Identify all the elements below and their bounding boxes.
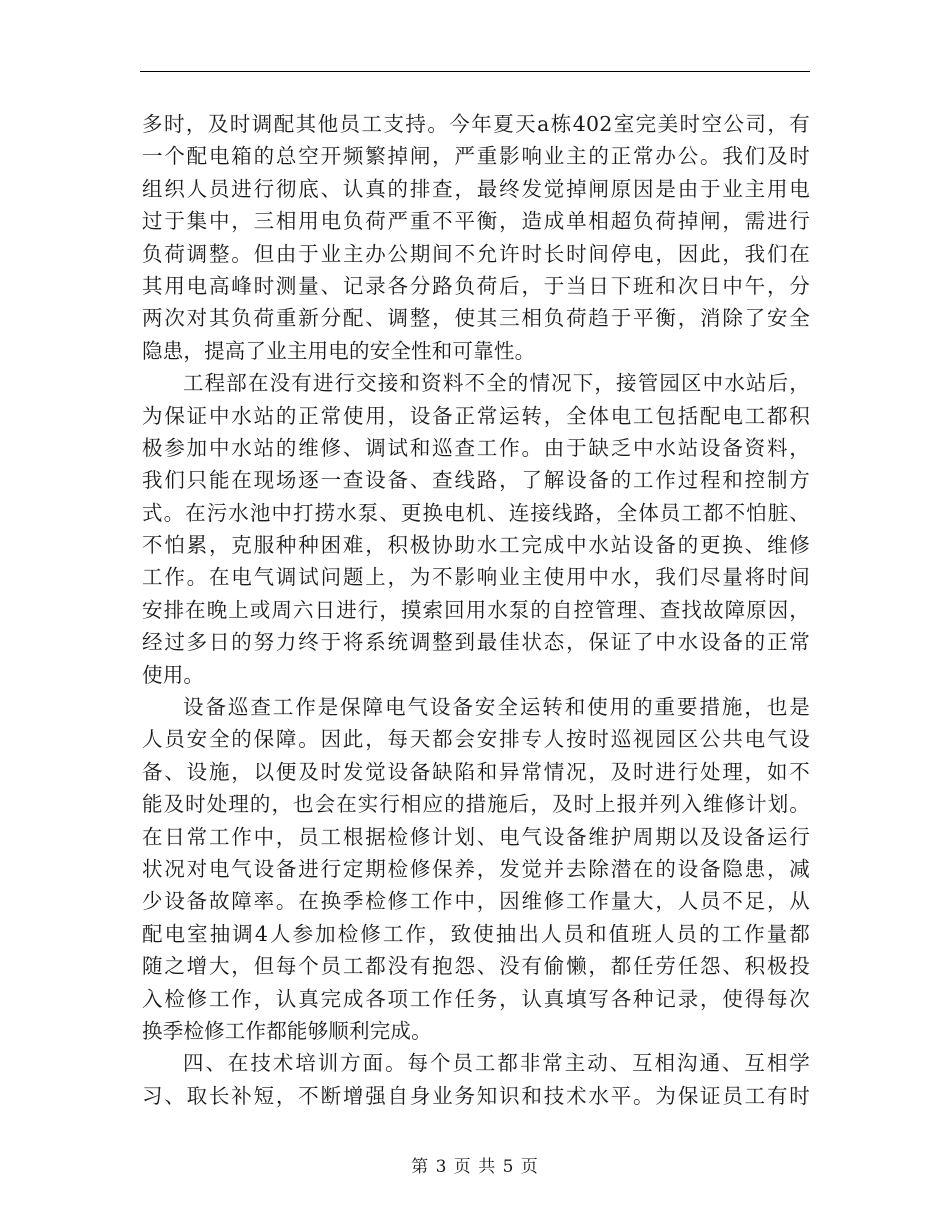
- text-line: 组织人员进行彻底、认真的排查，最终发觉掉闸原因是由于业主用电: [142, 176, 810, 201]
- text-line: 随之增大，但每个员工都没有抱怨、没有偷懒，都任劳任怨、积极投: [142, 954, 810, 979]
- text-line: 式。在污水池中打捞水泵、更换电机、连接线路，全体员工都不怕脏、: [142, 500, 810, 525]
- text-line: 极参加中水站的维修、调试和巡查工作。由于缺乏中水站设备资料，: [142, 435, 810, 460]
- text-line: 隐患，提高了业主用电的安全性和可靠性。: [142, 338, 536, 363]
- text-line: 不怕累，克服种种困难，积极协助水工完成中水站设备的更换、维修: [142, 533, 810, 558]
- text-line: 经过多日的努力终于将系统调整到最佳状态，保证了中水设备的正常: [142, 630, 810, 655]
- text-line: 设备巡查工作是保障电气设备安全运转和使用的重要措施，也是: [183, 695, 810, 720]
- text-line: 少设备故障率。在换季检修工作中，因维修工作量大，人员不足，从: [142, 889, 810, 914]
- text-line: 在日常工作中，员工根据检修计划、电气设备维护周期以及设备运行: [142, 824, 810, 849]
- text-line: 为保证中水站的正常使用，设备正常运转，全体电工包括配电工都积: [142, 403, 810, 428]
- text-line: 两次对其负荷重新分配、调整，使其三相负荷趋于平衡，消除了安全: [142, 306, 810, 331]
- text-line: 工程部在没有进行交接和资料不全的情况下，接管园区中水站后，: [183, 371, 810, 396]
- text-line: 使用。: [142, 662, 205, 687]
- text-line: 备、设施，以便及时发觉设备缺陷和异常情况，及时进行处理，如不: [142, 759, 810, 784]
- text-line: 其用电高峰时测量、记录各分路负荷后，于当日下班和次日中午，分: [142, 273, 810, 298]
- text-line: 配电室抽调4人参加检修工作，致使抽出人员和值班人员的工作量都: [142, 921, 810, 946]
- text-line: 负荷调整。但由于业主办公期间不允许时长时间停电，因此，我们在: [142, 241, 810, 266]
- text-line: 能及时处理的，也会在实行相应的措施后，及时上报并列入维修计划。: [142, 792, 810, 817]
- document-body: [142, 108, 810, 1112]
- text-line: 工作。在电气调试问题上，为不影响业主使用中水，我们尽量将时间: [142, 565, 810, 590]
- text-line: 过于集中，三相用电负荷严重不平衡，造成单相超负荷掉闸，需进行: [142, 209, 810, 234]
- paragraph: [142, 108, 810, 367]
- text-line: 多时，及时调配其他员工支持。今年夏天a栋402室完美时空公司，有: [142, 112, 810, 136]
- text-line: 换季检修工作都能够顺利完成。: [142, 1018, 432, 1043]
- text-line: 安排在晚上或周六日进行，摸索回用水泵的自控管理、查找故障原因，: [142, 597, 810, 622]
- text-line: 四、在技术培训方面。每个员工都非常主动、互相沟通、互相学: [183, 1051, 810, 1076]
- paragraph: [142, 367, 810, 691]
- text-line: 人员安全的保障。因此，每天都会安排专人按时巡视园区公共电气设: [142, 727, 810, 752]
- paragraph: [142, 691, 810, 1047]
- text-line: 状况对电气设备进行定期检修保养，发觉并去除潜在的设备隐患，减: [142, 856, 810, 881]
- header-rule: [140, 71, 810, 72]
- text-line: 一个配电箱的总空开频繁掉闸，严重影响业主的正常办公。我们及时: [142, 144, 810, 169]
- text-line: 习、取长补短，不断增强自身业务知识和技术水平。为保证员工有时: [142, 1083, 810, 1108]
- page-footer: [0, 1152, 950, 1177]
- text-line: 我们只能在现场逐一查设备、查线路，了解设备的工作过程和控制方: [142, 468, 810, 493]
- text-line: 入检修工作，认真完成各项工作任务，认真填写各种记录，使得每次: [142, 986, 810, 1011]
- page-number-label: 第 3 页 共 5 页: [411, 1157, 539, 1177]
- paragraph: [142, 1047, 810, 1112]
